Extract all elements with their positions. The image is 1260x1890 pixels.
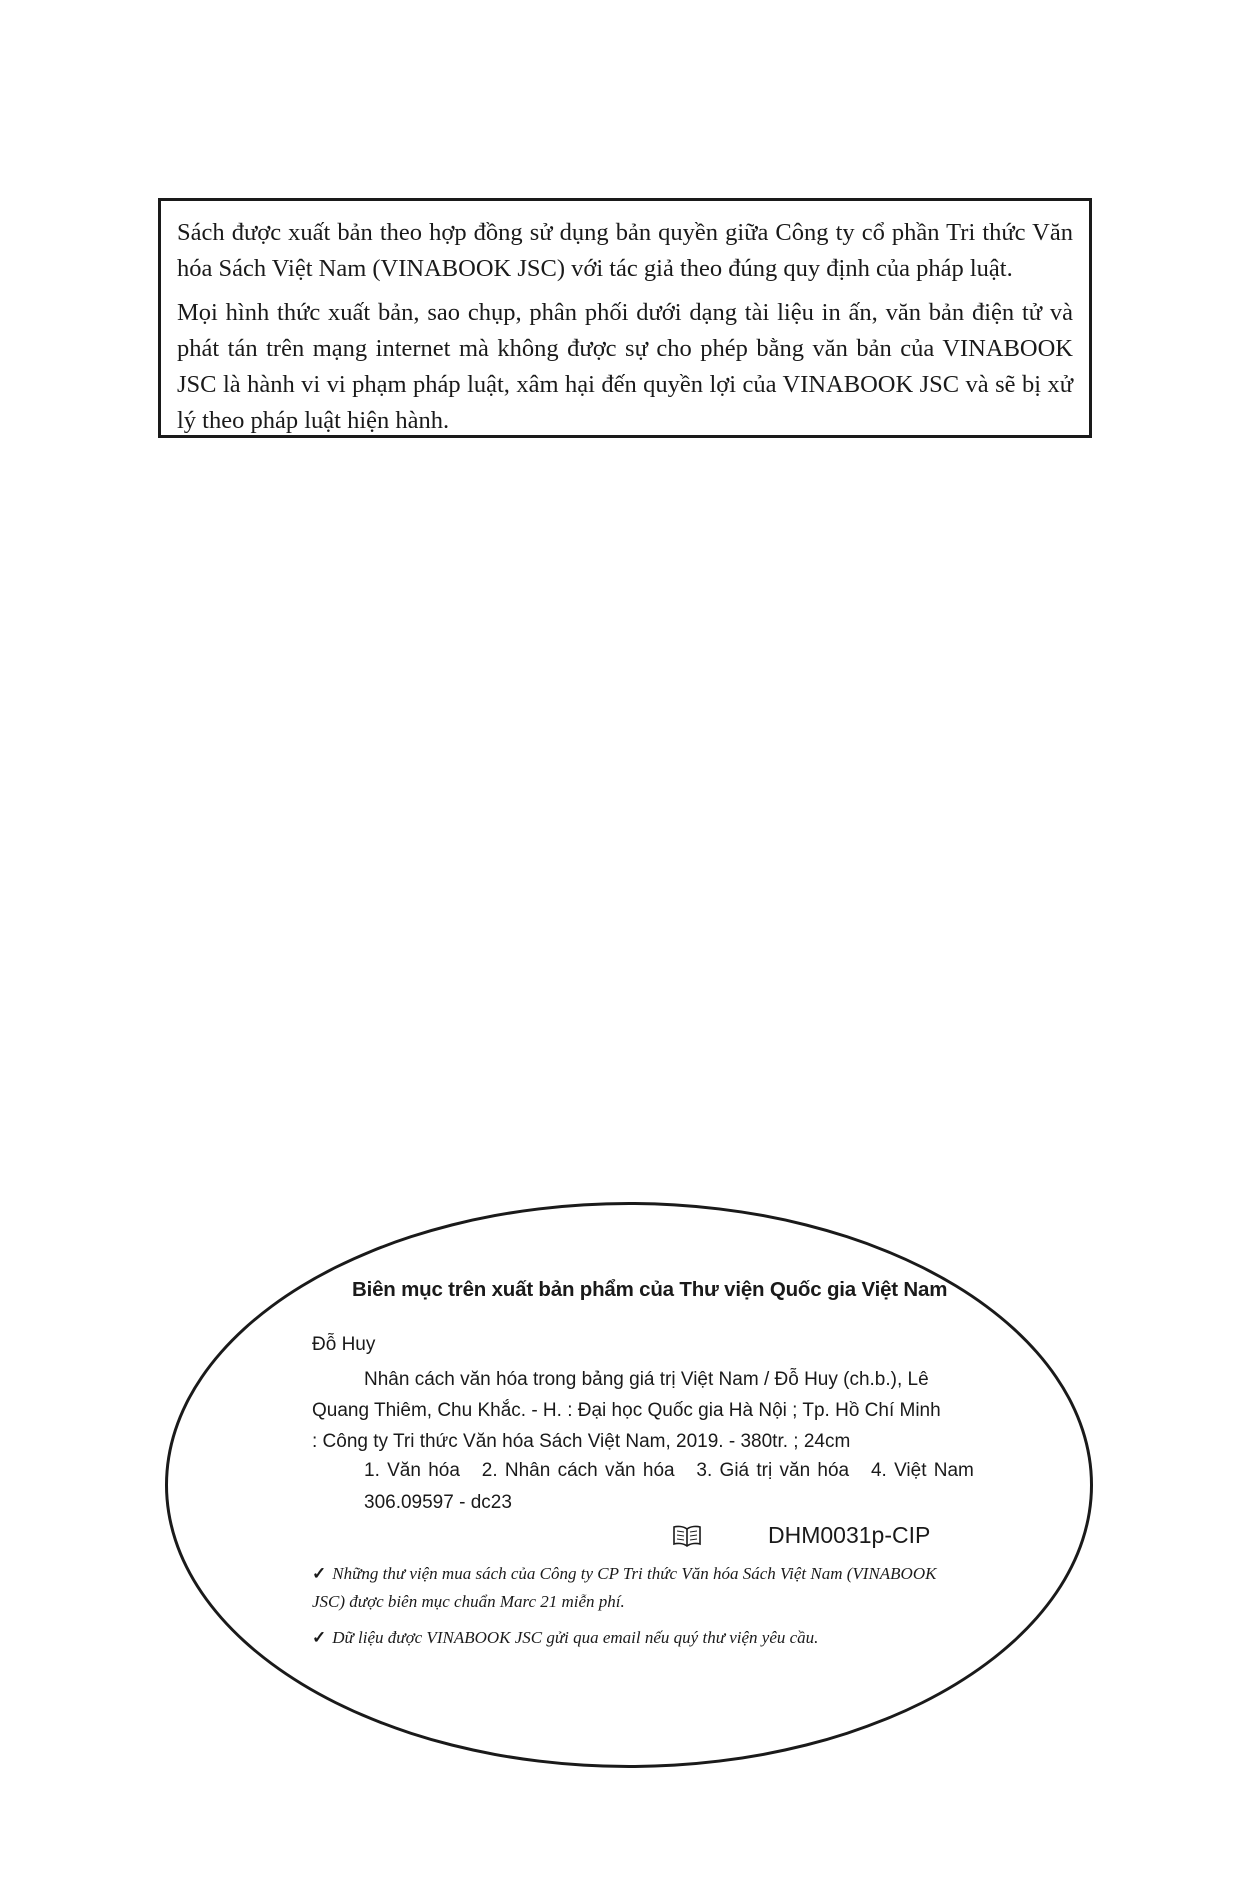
check-mark-icon: ✓ [312, 1628, 327, 1647]
check-mark-icon: ✓ [312, 1564, 327, 1583]
cip-author: Đỗ Huy [312, 1334, 376, 1355]
cip-subjects: 1. Văn hóa 2. Nhân cách văn hóa 3. Giá trị văn hóa 4. Việt Nam [364, 1460, 974, 1481]
cip-description: Nhân cách văn hóa trong bảng giá trị Việt Nam / Đỗ Huy (ch.b.), Lê Quang Thiêm, Chu Khắc. - H. : Đại học Quốc gia Hà Nội ; Tp. Hồ Chí Minh : Công ty Tri thức Văn hóa Sách Việt Nam, 2019. - 380tr. ; 24cm [312, 1369, 941, 1452]
cip-note-free-cataloging [312, 1560, 952, 1616]
cip-title: Biên mục trên xuất bản phẩm của Thư viện Quốc gia Việt Nam [352, 1278, 948, 1301]
cip-note-email-data [312, 1624, 952, 1652]
copyright-warning-paragraph: Mọi hình thức xuất bản, sao chụp, phân phối dưới dạng tài liệu in ấn, văn bản điện tử và phát tán trên mạng internet mà không được sự cho phép bằng văn bản của VINABOOK JSC là hành vi vi phạm pháp luật, xâm hại đến quyền lợi của VINABOOK JSC và sẽ bị xử lý theo pháp luật hiện hành. [177, 299, 1073, 434]
copyright-notice-paragraph: Sách được xuất bản theo hợp đồng sử dụng bản quyền giữa Công ty cổ phần Tri thức Văn hóa Sách Việt Nam (VINABOOK JSC) với tác giả theo đúng quy định của pháp luật. [177, 219, 1073, 282]
open-book-icon [672, 1524, 702, 1548]
cip-ddc-number: 306.09597 - dc23 [364, 1492, 512, 1513]
copyright-notice-box [158, 198, 1092, 438]
cip-code: DHM0031p-CIP [768, 1522, 931, 1548]
cip-note-text: Những thư viện mua sách của Công ty CP Tri thức Văn hóa Sách Việt Nam (VINABOOK JSC) được biên mục chuẩn Marc 21 miễn phí. [312, 1564, 937, 1611]
cip-note-text: Dữ liệu được VINABOOK JSC gửi qua email nếu quý thư viện yêu cầu. [332, 1628, 819, 1647]
